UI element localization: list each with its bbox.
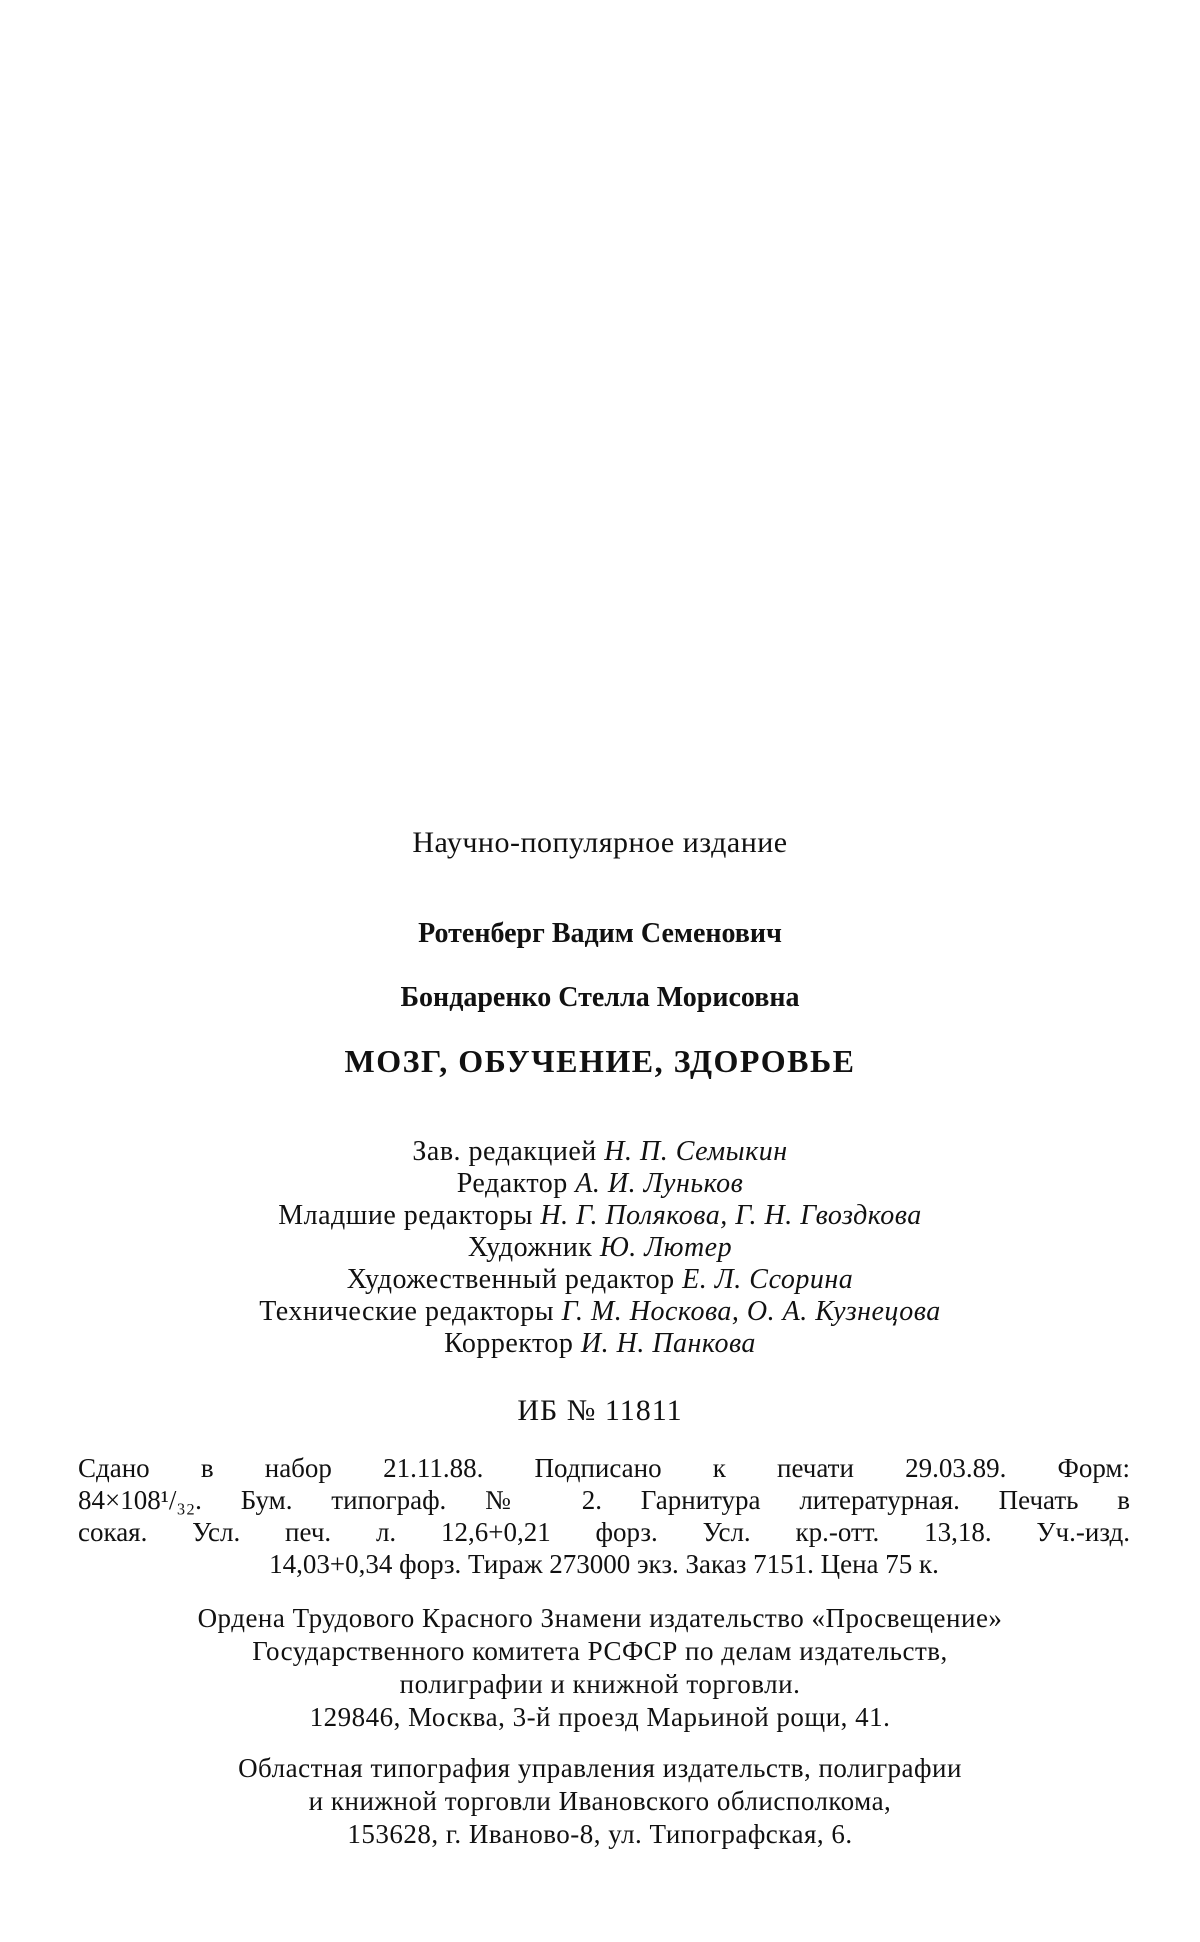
credit-line	[0, 1136, 1200, 1168]
credit-role: Художественный редактор	[346, 1264, 675, 1295]
printer-line: 153628, г. Иваново-8, ул. Типографская, 6.	[347, 1819, 853, 1849]
credit-names: Н. П. Семыкин	[604, 1136, 788, 1167]
publisher-line: Государственного комитета РСФСР по делам издательств,	[252, 1636, 948, 1666]
imprint-line: Сдано в набор 21.11.88. Подписано к печати 29.03.89. Форм:	[78, 1453, 1130, 1483]
credit-names: Е. Л. Ссорина	[682, 1264, 854, 1295]
imprint-line: сокая. Усл. печ. л. 12,6+0,21 форз. Усл. кр.-отт. 13,18. Уч.-изд.	[78, 1517, 1130, 1547]
author-name: Бондаренко Стелла Морисовна	[400, 982, 800, 1013]
credit-line	[0, 1200, 1200, 1232]
publisher-line: Ордена Трудового Красного Знамени издательство «Просвещение»	[197, 1603, 1003, 1633]
credit-role: Художник	[467, 1232, 593, 1263]
publisher-line: полиграфии и книжной торговли.	[399, 1669, 801, 1699]
credit-names: И. Н. Панкова	[580, 1328, 756, 1359]
imprint-line: 84×108¹/₃₂. Бум. типограф. № 2. Гарнитура литературная. Печать в	[78, 1485, 1130, 1515]
credit-role: Зав. редакцией	[412, 1136, 597, 1167]
credit-names: Ю. Лютер	[599, 1232, 733, 1263]
series-label: Научно-популярное издание	[412, 826, 788, 859]
credit-names: Н. Г. Полякова, Г. Н. Гвоздкова	[540, 1200, 922, 1231]
credit-names: Г. М. Носкова, О. А. Кузнецова	[561, 1296, 941, 1327]
credit-line	[0, 1232, 1200, 1264]
printer-info	[0, 1752, 1200, 1851]
credit-role: Младшие редакторы	[278, 1200, 533, 1231]
printer-line: Областная типография управления издательств, полиграфии	[238, 1753, 962, 1783]
printer-line: и книжной торговли Ивановского облисполкома,	[308, 1786, 892, 1816]
imprint-line: 14,03+0,34 форз. Тираж 273000 экз. Заказ 7151. Цена 75 к.	[269, 1549, 939, 1579]
credit-line	[0, 1296, 1200, 1328]
author-name: Ротенберг Вадим Семенович	[418, 918, 782, 949]
imprint-details	[78, 1452, 1130, 1580]
credit-role: Корректор	[444, 1328, 574, 1359]
credit-role: Технические редакторы	[259, 1296, 555, 1327]
publisher-line: 129846, Москва, 3-й проезд Марьиной рощи, 41.	[309, 1702, 891, 1732]
editorial-credits	[0, 1136, 1200, 1360]
credit-names: А. И. Луньков	[575, 1168, 744, 1199]
book-title: МОЗГ, ОБУЧЕНИЕ, ЗДОРОВЬЕ	[344, 1043, 856, 1079]
credit-role: Редактор	[456, 1168, 568, 1199]
publisher-info	[0, 1602, 1200, 1734]
credit-line	[0, 1328, 1200, 1360]
ib-number: ИБ № 11811	[517, 1394, 683, 1427]
credit-line	[0, 1168, 1200, 1200]
credit-line	[0, 1264, 1200, 1296]
